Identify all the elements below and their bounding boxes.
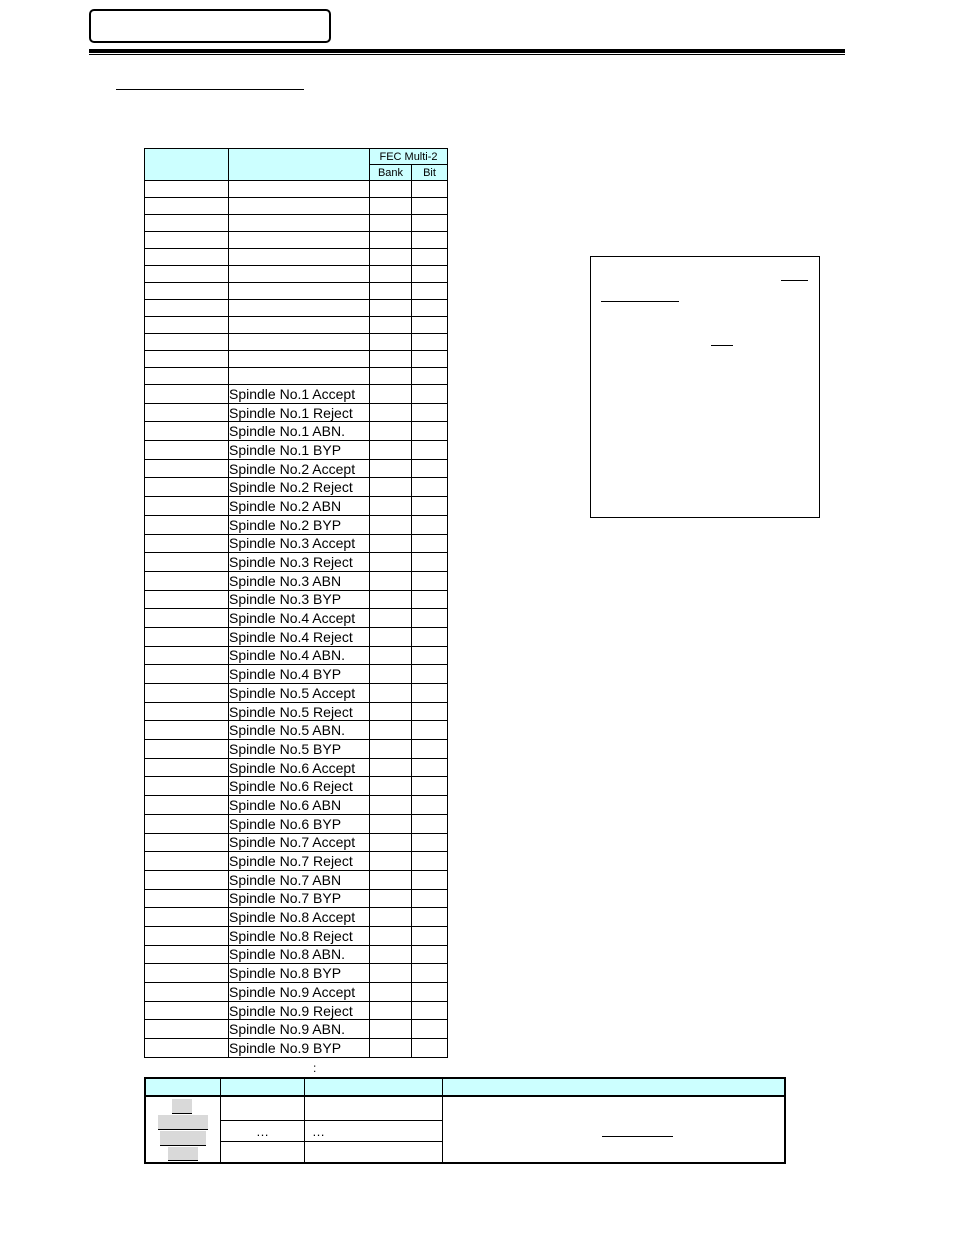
table-cell xyxy=(229,300,370,317)
table-cell xyxy=(145,590,229,609)
signal-row xyxy=(145,814,448,833)
table-cell xyxy=(370,181,412,198)
table-cell xyxy=(412,852,448,871)
table-cell xyxy=(145,796,229,815)
table-cell xyxy=(412,983,448,1002)
table-cell xyxy=(370,627,412,646)
table-cell xyxy=(145,422,229,441)
table-cell xyxy=(370,1020,412,1039)
signal-row xyxy=(145,403,448,422)
blank-row xyxy=(145,198,448,215)
table-cell xyxy=(412,534,448,553)
table-cell xyxy=(229,266,370,283)
table-cell xyxy=(145,571,229,590)
signal-name: Spindle No.9 BYP xyxy=(229,1039,370,1058)
table-cell xyxy=(412,515,448,534)
signal-name: Spindle No.1 BYP xyxy=(229,441,370,460)
blank-row xyxy=(145,215,448,232)
signal-row xyxy=(145,1001,448,1020)
signal-name: Spindle No.3 Accept xyxy=(229,534,370,553)
table-cell xyxy=(412,945,448,964)
table-cell xyxy=(412,334,448,351)
blank-row xyxy=(145,266,448,283)
table-cell xyxy=(370,215,412,232)
signal-row xyxy=(145,459,448,478)
signal-row xyxy=(145,833,448,852)
signal-name: Spindle No.3 ABN xyxy=(229,571,370,590)
signal-row xyxy=(145,665,448,684)
signal-row xyxy=(145,553,448,572)
signal-row xyxy=(145,478,448,497)
table-cell xyxy=(370,1039,412,1058)
table-cell xyxy=(412,833,448,852)
table-cell xyxy=(145,283,229,300)
signal-row xyxy=(145,497,448,516)
table-cell xyxy=(412,590,448,609)
table-cell xyxy=(229,181,370,198)
table-cell xyxy=(370,385,412,404)
table-cell xyxy=(370,441,412,460)
table-cell xyxy=(145,351,229,368)
table-cell xyxy=(145,232,229,249)
table-cell xyxy=(412,181,448,198)
table-cell xyxy=(412,478,448,497)
table-cell xyxy=(145,983,229,1002)
signal-table xyxy=(144,148,448,1058)
table-cell xyxy=(145,368,229,385)
signal-row xyxy=(145,889,448,908)
table-cell xyxy=(145,964,229,983)
table-cell xyxy=(145,833,229,852)
legend-shading-top xyxy=(172,1099,192,1113)
table-cell xyxy=(145,908,229,927)
signal-row xyxy=(145,796,448,815)
signal-name: Spindle No.9 ABN. xyxy=(229,1020,370,1039)
table-cell xyxy=(412,964,448,983)
table-cell xyxy=(370,334,412,351)
table-cell xyxy=(229,317,370,334)
legend-symbol-line-1 xyxy=(172,1113,192,1114)
table-cell xyxy=(370,870,412,889)
table-cell xyxy=(229,368,370,385)
table-cell xyxy=(370,422,412,441)
table-cell xyxy=(412,609,448,628)
table-cell xyxy=(229,351,370,368)
legend-symbol-line-3 xyxy=(160,1145,206,1146)
table-cell xyxy=(412,1020,448,1039)
table-cell xyxy=(412,665,448,684)
table-cell xyxy=(412,422,448,441)
table-cell xyxy=(370,515,412,534)
table-cell xyxy=(412,215,448,232)
signal-row xyxy=(145,609,448,628)
table-cell xyxy=(145,334,229,351)
bank-header: Bank xyxy=(370,165,412,181)
table-cell xyxy=(412,1001,448,1020)
table-cell xyxy=(412,796,448,815)
table-cell xyxy=(145,926,229,945)
table-cell xyxy=(145,758,229,777)
table-cell xyxy=(370,249,412,266)
legend-symbol-line-4 xyxy=(168,1160,198,1161)
table-cell xyxy=(412,553,448,572)
table-cell xyxy=(412,870,448,889)
signal-name: Spindle No.4 Reject xyxy=(229,627,370,646)
signal-row xyxy=(145,571,448,590)
table-cell xyxy=(145,945,229,964)
blank-row xyxy=(145,300,448,317)
table-cell xyxy=(145,1020,229,1039)
table-cell xyxy=(370,740,412,759)
legend-shading-mid-1 xyxy=(158,1115,208,1129)
signal-row xyxy=(145,534,448,553)
signal-name: Spindle No.4 BYP xyxy=(229,665,370,684)
blank-row xyxy=(145,317,448,334)
table-cell xyxy=(412,385,448,404)
table-cell xyxy=(412,351,448,368)
header-cell-1 xyxy=(145,149,229,181)
signal-name: Spindle No.5 BYP xyxy=(229,740,370,759)
blank-row xyxy=(145,334,448,351)
signal-name: Spindle No.2 BYP xyxy=(229,515,370,534)
table-cell xyxy=(145,740,229,759)
table-cell xyxy=(370,702,412,721)
table-cell xyxy=(145,870,229,889)
signal-row xyxy=(145,758,448,777)
table-cell xyxy=(145,1039,229,1058)
table-cell xyxy=(370,796,412,815)
table-cell xyxy=(412,908,448,927)
signal-name: Spindle No.2 Accept xyxy=(229,459,370,478)
legend-symbol-line-2 xyxy=(158,1129,208,1130)
signal-row xyxy=(145,926,448,945)
table-cell xyxy=(145,478,229,497)
table-cell xyxy=(145,665,229,684)
signal-name: Spindle No.8 ABN. xyxy=(229,945,370,964)
signal-row xyxy=(145,721,448,740)
table-cell xyxy=(145,198,229,215)
table-cell xyxy=(412,889,448,908)
signal-row xyxy=(145,908,448,927)
signal-name: Spindle No.7 Accept xyxy=(229,833,370,852)
signal-name: Spindle No.1 Reject xyxy=(229,403,370,422)
section-header-box xyxy=(89,9,331,43)
table-cell xyxy=(370,609,412,628)
table-cell xyxy=(145,627,229,646)
table-cell xyxy=(412,497,448,516)
signal-row xyxy=(145,385,448,404)
signal-row xyxy=(145,1020,448,1039)
table-cell xyxy=(370,926,412,945)
note-underline-3 xyxy=(711,345,733,346)
table-cell xyxy=(145,459,229,478)
signal-name: Spindle No.5 ABN. xyxy=(229,721,370,740)
table-cell xyxy=(370,368,412,385)
signal-name: Spindle No.8 BYP xyxy=(229,964,370,983)
signal-name: Spindle No.9 Reject xyxy=(229,1001,370,1020)
signal-name: Spindle No.1 Accept xyxy=(229,385,370,404)
table-cell xyxy=(145,777,229,796)
legend-header-row xyxy=(146,1079,784,1097)
table-cell xyxy=(229,283,370,300)
legend-shading-mid-2 xyxy=(160,1131,206,1145)
signal-row xyxy=(145,983,448,1002)
table-cell xyxy=(370,403,412,422)
signal-row xyxy=(145,702,448,721)
signal-row xyxy=(145,870,448,889)
table-cell xyxy=(412,926,448,945)
table-cell xyxy=(370,283,412,300)
legend-row-divider-2 xyxy=(220,1141,442,1142)
table-cell xyxy=(145,852,229,871)
signal-row xyxy=(145,627,448,646)
table-cell xyxy=(145,814,229,833)
signal-name: Spindle No.8 Reject xyxy=(229,926,370,945)
table-cell xyxy=(370,198,412,215)
signal-name: Spindle No.4 ABN. xyxy=(229,646,370,665)
signal-row xyxy=(145,590,448,609)
table-cell xyxy=(370,534,412,553)
table-note-colon: : xyxy=(313,1061,317,1075)
section-heading-underline xyxy=(116,89,304,90)
signal-name: Spindle No.6 ABN xyxy=(229,796,370,815)
table-cell xyxy=(412,684,448,703)
legend-shading-bottom xyxy=(168,1147,198,1160)
table-cell xyxy=(412,777,448,796)
signal-row xyxy=(145,964,448,983)
signal-row xyxy=(145,852,448,871)
table-cell xyxy=(229,334,370,351)
signal-name: Spindle No.3 Reject xyxy=(229,553,370,572)
legend-ellipsis-1: … xyxy=(256,1124,269,1139)
table-cell xyxy=(370,232,412,249)
signal-row xyxy=(145,945,448,964)
table-cell xyxy=(412,571,448,590)
table-cell xyxy=(412,758,448,777)
table-cell xyxy=(145,403,229,422)
blank-row xyxy=(145,232,448,249)
table-cell xyxy=(145,215,229,232)
legend-table xyxy=(144,1077,786,1164)
table-cell xyxy=(370,266,412,283)
table-cell xyxy=(370,553,412,572)
table-cell xyxy=(370,1001,412,1020)
signal-name: Spindle No.8 Accept xyxy=(229,908,370,927)
signal-row xyxy=(145,1039,448,1058)
table-cell xyxy=(145,646,229,665)
blank-row xyxy=(145,249,448,266)
table-cell xyxy=(145,515,229,534)
table-cell xyxy=(145,702,229,721)
blank-row xyxy=(145,368,448,385)
table-cell xyxy=(370,814,412,833)
table-cell xyxy=(412,627,448,646)
signal-name: Spindle No.7 ABN xyxy=(229,870,370,889)
legend-ellipsis-2: … xyxy=(312,1124,325,1139)
table-cell xyxy=(370,721,412,740)
table-cell xyxy=(229,198,370,215)
table-cell xyxy=(412,1039,448,1058)
legend-description-underline xyxy=(602,1136,673,1137)
legend-col-divider-3 xyxy=(442,1079,443,1162)
signal-name: Spindle No.6 Accept xyxy=(229,758,370,777)
table-cell xyxy=(145,441,229,460)
table-cell xyxy=(412,317,448,334)
signal-row xyxy=(145,515,448,534)
table-cell xyxy=(412,814,448,833)
table-cell xyxy=(370,459,412,478)
table-cell xyxy=(412,646,448,665)
table-cell xyxy=(370,777,412,796)
signal-name: Spindle No.4 Accept xyxy=(229,609,370,628)
signal-name: Spindle No.7 BYP xyxy=(229,889,370,908)
table-cell xyxy=(412,300,448,317)
table-cell xyxy=(145,609,229,628)
table-cell xyxy=(412,368,448,385)
table-cell xyxy=(145,497,229,516)
table-cell xyxy=(412,198,448,215)
table-cell xyxy=(370,571,412,590)
table-cell xyxy=(370,497,412,516)
table-cell xyxy=(412,283,448,300)
fec-multi-header: FEC Multi-2 xyxy=(370,149,448,165)
table-cell xyxy=(412,441,448,460)
signal-name: Spindle No.5 Accept xyxy=(229,684,370,703)
table-cell xyxy=(370,646,412,665)
table-cell xyxy=(370,945,412,964)
signal-row xyxy=(145,646,448,665)
signal-row xyxy=(145,441,448,460)
table-cell xyxy=(412,403,448,422)
table-cell xyxy=(145,181,229,198)
table-cell xyxy=(370,964,412,983)
blank-row xyxy=(145,283,448,300)
table-cell xyxy=(145,1001,229,1020)
blank-row xyxy=(145,181,448,198)
signal-row xyxy=(145,422,448,441)
table-cell xyxy=(145,300,229,317)
table-cell xyxy=(145,721,229,740)
table-cell xyxy=(145,534,229,553)
table-cell xyxy=(145,684,229,703)
note-underline-2 xyxy=(601,301,679,302)
table-cell xyxy=(412,266,448,283)
header-cell-2 xyxy=(229,149,370,181)
signal-name: Spindle No.6 Reject xyxy=(229,777,370,796)
table-cell xyxy=(370,833,412,852)
signal-name: Spindle No.2 ABN xyxy=(229,497,370,516)
table-cell xyxy=(370,889,412,908)
table-cell xyxy=(370,665,412,684)
table-cell xyxy=(370,684,412,703)
legend-row-divider-1 xyxy=(220,1120,442,1121)
table-cell xyxy=(412,721,448,740)
table-cell xyxy=(370,590,412,609)
table-cell xyxy=(145,553,229,572)
table-cell xyxy=(370,317,412,334)
table-cell xyxy=(229,215,370,232)
table-cell xyxy=(145,317,229,334)
signal-name: Spindle No.5 Reject xyxy=(229,702,370,721)
table-cell xyxy=(412,232,448,249)
table-cell xyxy=(145,385,229,404)
signal-name: Spindle No.1 ABN. xyxy=(229,422,370,441)
signal-name: Spindle No.2 Reject xyxy=(229,478,370,497)
bit-header: Bit xyxy=(412,165,448,181)
signal-row xyxy=(145,777,448,796)
header-rule-thin xyxy=(89,54,845,55)
signal-row xyxy=(145,740,448,759)
table-cell xyxy=(370,300,412,317)
signal-table-body xyxy=(145,181,448,1058)
signal-name: Spindle No.3 BYP xyxy=(229,590,370,609)
note-box xyxy=(590,256,820,518)
table-cell xyxy=(412,459,448,478)
table-cell xyxy=(370,758,412,777)
signal-name: Spindle No.7 Reject xyxy=(229,852,370,871)
table-cell xyxy=(412,740,448,759)
signal-name: Spindle No.6 BYP xyxy=(229,814,370,833)
table-cell xyxy=(145,889,229,908)
table-cell xyxy=(145,266,229,283)
table-cell xyxy=(412,249,448,266)
signal-name: Spindle No.9 Accept xyxy=(229,983,370,1002)
note-underline-1 xyxy=(781,280,808,281)
table-cell xyxy=(370,983,412,1002)
signal-row xyxy=(145,684,448,703)
table-cell xyxy=(370,908,412,927)
table-cell xyxy=(412,702,448,721)
table-cell xyxy=(229,249,370,266)
header-rule-thick xyxy=(89,49,845,53)
table-cell xyxy=(145,249,229,266)
table-cell xyxy=(370,852,412,871)
table-cell xyxy=(370,478,412,497)
blank-row xyxy=(145,351,448,368)
table-cell xyxy=(229,232,370,249)
table-cell xyxy=(370,351,412,368)
